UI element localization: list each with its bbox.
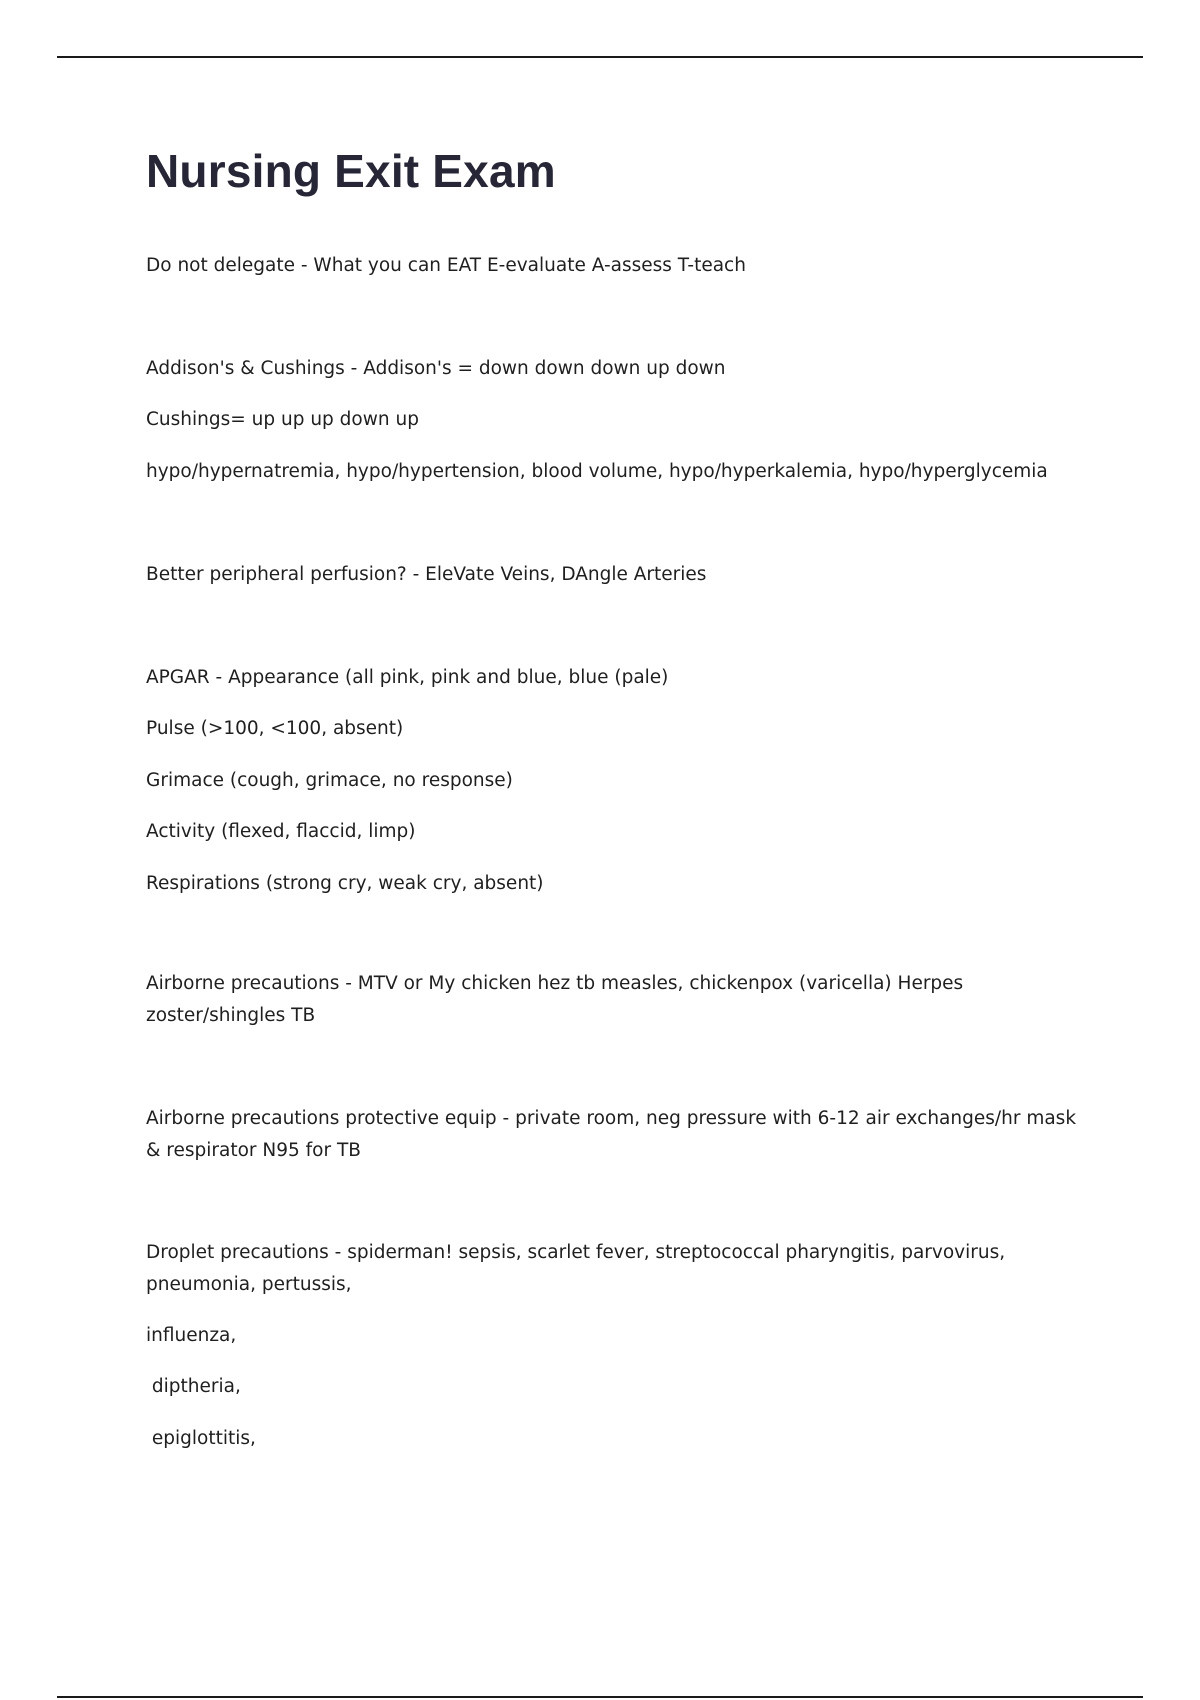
note-addisons-cushings: Addison's & Cushings - Addison's = down down down up down xyxy=(146,358,726,379)
note-do-not-delegate: Do not delegate - What you can EAT E-evaluate A-assess T-teach xyxy=(146,255,746,276)
page-title: Nursing Exit Exam xyxy=(146,145,556,197)
note-hypo-hyper: hypo/hypernatremia, hypo/hypertension, blood volume, hypo/hyperkalemia, hypo/hyperglycemia xyxy=(146,461,1048,482)
note-airborne-equipment: Airborne precautions protective equip - private room, neg pressure with 6-12 air exchanges/hr mask & respirator N95 for TB xyxy=(146,1108,1077,1161)
header-rule xyxy=(57,56,1143,58)
note-apgar-grimace: Grimace (cough, grimace, no response) xyxy=(146,770,513,791)
note-cushings: Cushings= up up up down up xyxy=(146,409,419,430)
footer-rule xyxy=(57,1696,1143,1698)
note-apgar-respirations: Respirations (strong cry, weak cry, absent) xyxy=(146,873,544,894)
note-apgar-appearance: APGAR - Appearance (all pink, pink and blue, blue (pale) xyxy=(146,667,669,688)
note-apgar-activity: Activity (flexed, flaccid, limp) xyxy=(146,821,416,842)
note-airborne-precautions: Airborne precautions - MTV or My chicken hez tb measles, chickenpox (varicella) Herpes zoster/shingles TB xyxy=(146,973,964,1026)
note-apgar-pulse: Pulse (>100, <100, absent) xyxy=(146,718,404,739)
note-droplet-precautions: Droplet precautions - spiderman! sepsis, scarlet fever, streptococcal pharyngitis, parvovirus, pneumonia, pertussis, xyxy=(146,1242,1006,1295)
note-droplet-epiglottitis: epiglottitis, xyxy=(146,1428,256,1449)
note-peripheral-perfusion: Better peripheral perfusion? - EleVate Veins, DAngle Arteries xyxy=(146,564,707,585)
note-droplet-diptheria: diptheria, xyxy=(146,1376,241,1397)
note-droplet-influenza: influenza, xyxy=(146,1325,237,1346)
